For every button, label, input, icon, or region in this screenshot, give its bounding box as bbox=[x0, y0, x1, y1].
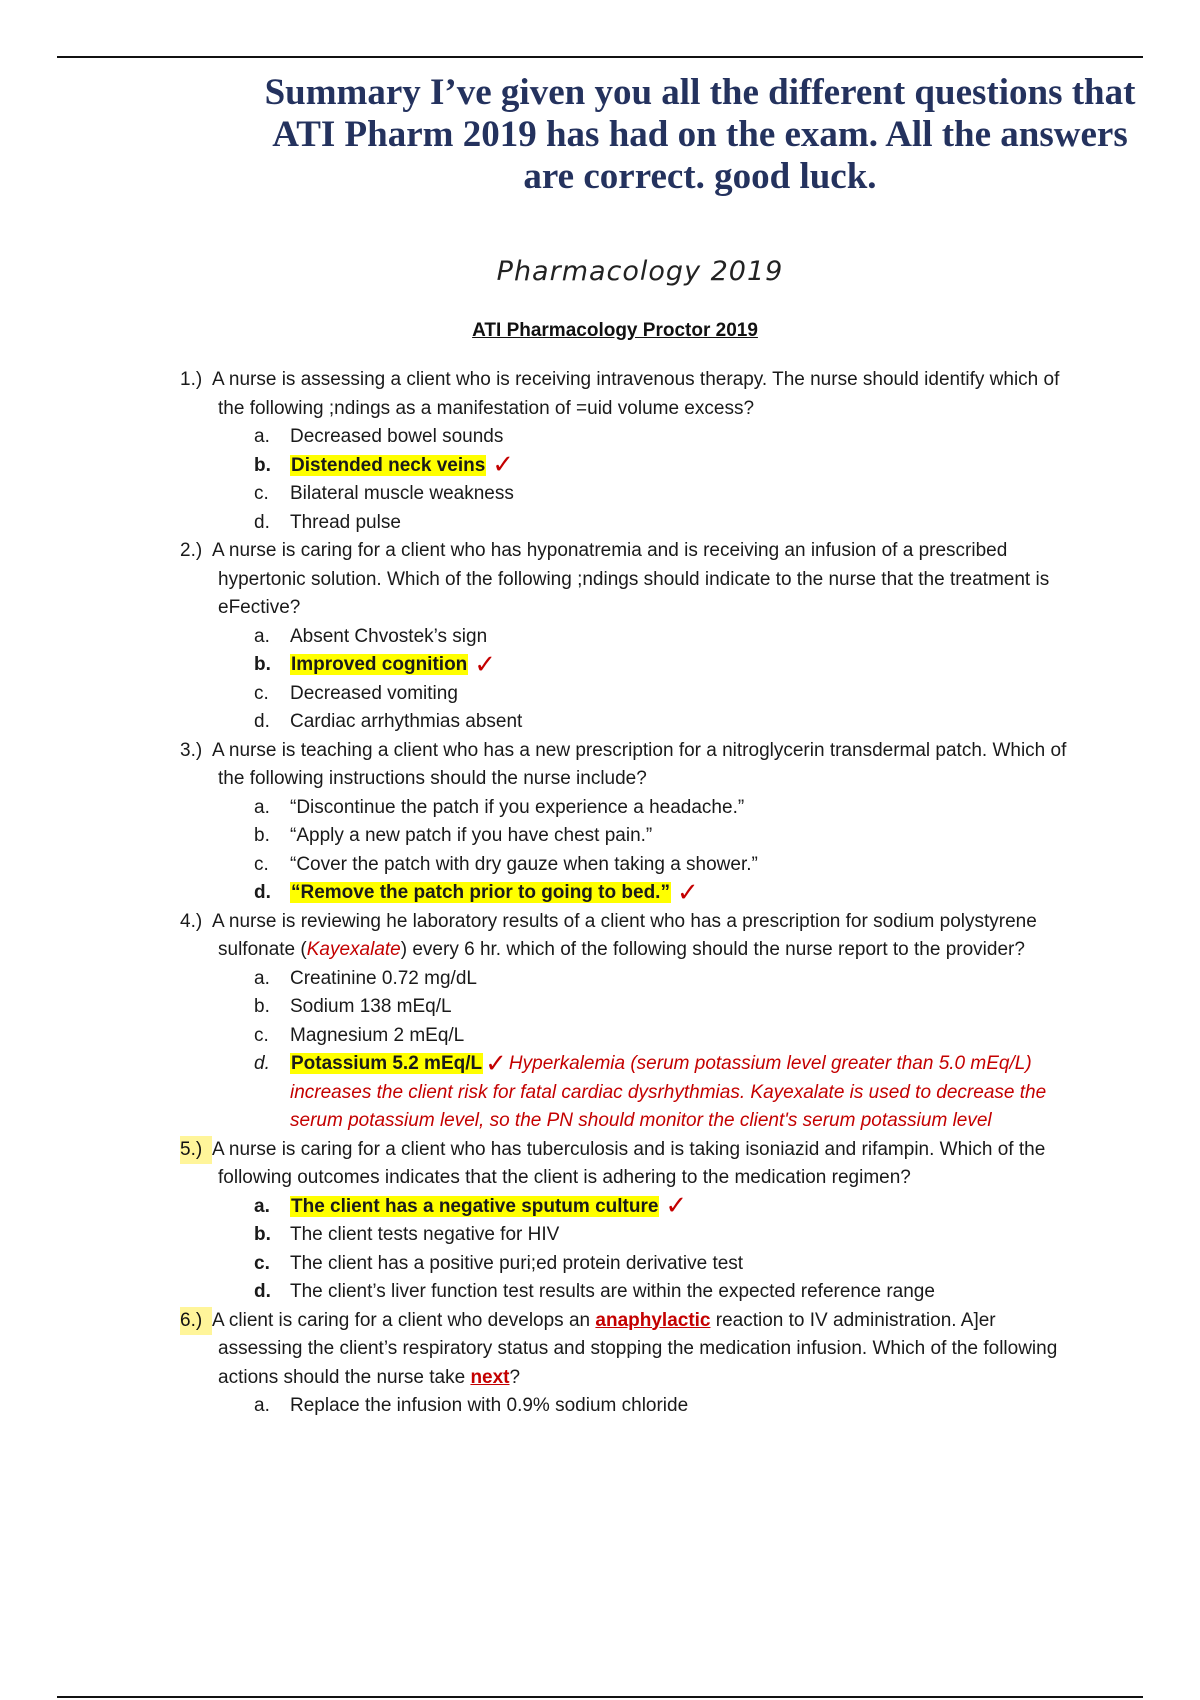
question-5 bbox=[180, 1136, 1080, 1307]
option-text: The client’s liver function test results are within the expected reference range bbox=[290, 1281, 935, 1302]
option-text: Sodium 138 mEq/L bbox=[290, 996, 452, 1017]
option-letter: d. bbox=[254, 1053, 270, 1074]
question-number: 2.) bbox=[180, 540, 203, 561]
question-number: 5.) bbox=[180, 1136, 212, 1165]
question-1 bbox=[180, 366, 1080, 537]
question-4 bbox=[180, 908, 1080, 1136]
question-text bbox=[180, 1307, 1080, 1393]
option-text: “Discontinue the patch if you experience a headache.” bbox=[290, 796, 745, 818]
question-text bbox=[180, 908, 1080, 965]
option-letter: c. bbox=[254, 682, 269, 704]
subtitle-wrap bbox=[0, 256, 1200, 287]
option-text: “Cover the patch with dry gauze when taking a shower.” bbox=[290, 853, 758, 875]
options bbox=[254, 965, 1080, 1136]
question-body-end: ) every 6 hr. which of the following should the nurse report to the provider? bbox=[400, 939, 1025, 960]
question-body: A client is caring for a client who develops an bbox=[212, 1309, 596, 1331]
question-text bbox=[180, 737, 1080, 794]
option-letter: a. bbox=[254, 796, 270, 818]
question-number: 4.) bbox=[180, 910, 203, 932]
question-number: 1.) bbox=[180, 369, 203, 390]
option-text: Magnesium 2 mEq/L bbox=[290, 1024, 465, 1046]
checkmark-icon: ✓ bbox=[676, 877, 699, 908]
question-number: 6.) bbox=[180, 1307, 212, 1336]
option bbox=[254, 851, 1080, 880]
option bbox=[254, 1250, 1080, 1279]
option bbox=[254, 993, 1080, 1022]
option-letter: a. bbox=[254, 426, 270, 447]
question-body: A nurse is caring for a client who has tuberculosis and is taking isoniazid and rifampin. Which of the following outcomes indicates that the client is adhering to the medication regimen? bbox=[212, 1138, 1046, 1188]
option-letter: a. bbox=[254, 1195, 270, 1217]
option bbox=[254, 822, 1080, 851]
option-text: Bilateral muscle weakness bbox=[290, 483, 514, 504]
drug-name: Kayexalate bbox=[306, 939, 401, 960]
checkmark-icon: ✓ bbox=[485, 1048, 507, 1079]
option-letter: b. bbox=[254, 1224, 271, 1245]
option-letter: a. bbox=[254, 1395, 270, 1416]
heading-wrap bbox=[0, 320, 1200, 342]
rationale-text: Hyperkalemia (serum potassium level greater than 5.0 mEq/L) bbox=[508, 1053, 1032, 1074]
options bbox=[254, 623, 1080, 737]
option-text: “Apply a new patch if you have chest pain.” bbox=[290, 825, 653, 846]
bottom-rule bbox=[57, 1696, 1143, 1698]
option bbox=[254, 423, 1080, 452]
option bbox=[254, 1221, 1080, 1250]
option-text: The client has a positive puri;ed protein derivative test bbox=[290, 1252, 744, 1274]
page-subtitle: Pharmacology 2019 bbox=[496, 256, 784, 287]
options bbox=[254, 1392, 1080, 1421]
question-body: A nurse is assessing a client who is receiving intravenous therapy. The nurse should identify which of the following ;ndings as a manifestation of =uid volume excess? bbox=[212, 369, 1060, 419]
question-text bbox=[180, 537, 1080, 623]
option-letter: a. bbox=[254, 625, 270, 647]
checkmark-icon: ✓ bbox=[474, 649, 497, 680]
option-letter: b. bbox=[254, 654, 271, 675]
summary-title: Summary I’ve given you all the different questions that ATI Pharm 2019 has had on the exam. All the answers are correct. good luck. bbox=[264, 72, 1136, 197]
option bbox=[254, 1022, 1080, 1051]
option-text: Thread pulse bbox=[290, 511, 401, 533]
correct-option bbox=[254, 1193, 1080, 1222]
rationale-continued: increases the client risk for fatal cardiac dysrhythmias. Kayexalate is used to decrease the serum potassium level, so the PN should monitor the client's serum potassium level bbox=[290, 1081, 1047, 1131]
option-letter: c. bbox=[254, 853, 269, 875]
question-6 bbox=[180, 1307, 1080, 1421]
option-letter: c. bbox=[254, 1024, 269, 1046]
option-text: Cardiac arrhythmias absent bbox=[290, 711, 523, 732]
correct-option bbox=[254, 1050, 1080, 1079]
option-letter: b. bbox=[254, 996, 270, 1017]
option-text: Decreased vomiting bbox=[290, 682, 458, 704]
question-text bbox=[180, 366, 1080, 423]
option-letter: b. bbox=[254, 454, 271, 476]
options bbox=[254, 1193, 1080, 1307]
option-letter: d. bbox=[254, 882, 271, 903]
option bbox=[254, 1278, 1080, 1307]
option-letter: b. bbox=[254, 825, 270, 846]
correct-answer-text: Improved cognition bbox=[291, 654, 468, 675]
checkmark-icon: ✓ bbox=[665, 1191, 688, 1222]
question-body-end: ? bbox=[509, 1366, 521, 1388]
checkmark-icon: ✓ bbox=[492, 450, 515, 481]
option-text: Absent Chvostek’s sign bbox=[290, 625, 488, 647]
option-letter: d. bbox=[254, 1281, 271, 1302]
correct-answer-text: Distended neck veins bbox=[291, 454, 486, 476]
question-2 bbox=[180, 537, 1080, 737]
question-list bbox=[180, 366, 1080, 1421]
option-text: Replace the infusion with 0.9% sodium chloride bbox=[290, 1395, 689, 1416]
question-text bbox=[180, 1136, 1080, 1193]
option-letter: c. bbox=[254, 1252, 270, 1274]
option-text: The client tests negative for HIV bbox=[290, 1224, 560, 1245]
option-letter: a. bbox=[254, 967, 270, 989]
correct-answer-text: The client has a negative sputum culture bbox=[291, 1195, 659, 1217]
correct-answer-text: “Remove the patch prior to going to bed.” bbox=[291, 882, 670, 903]
options bbox=[254, 794, 1080, 908]
correct-option bbox=[254, 651, 1080, 680]
correct-option bbox=[254, 879, 1080, 908]
section-heading: ATI Pharmacology Proctor 2019 bbox=[472, 320, 758, 341]
option bbox=[254, 1392, 1080, 1421]
question-3 bbox=[180, 737, 1080, 908]
emphasis-word: anaphylactic bbox=[595, 1309, 711, 1331]
option bbox=[254, 965, 1080, 994]
option-text: Decreased bowel sounds bbox=[290, 426, 504, 447]
option bbox=[254, 708, 1080, 737]
question-body-mid: reaction to IV administration. A]er assessing the client’s respiratory status and stopping the medication infusion. Which of the following actions should the nurse take bbox=[218, 1309, 1058, 1388]
option bbox=[254, 794, 1080, 823]
correct-answer-text: Potassium 5.2 mEq/L bbox=[291, 1053, 483, 1074]
option bbox=[254, 509, 1080, 538]
question-number: 3.) bbox=[180, 739, 203, 761]
option bbox=[254, 480, 1080, 509]
top-rule bbox=[57, 56, 1143, 58]
option-letter: d. bbox=[254, 511, 270, 533]
question-body: A nurse is reviewing he laboratory results of a client who has a prescription for sodium polystyrene sulfonate ( bbox=[212, 910, 1037, 960]
option-letter: c. bbox=[254, 483, 269, 504]
question-body: A nurse is caring for a client who has hyponatremia and is receiving an infusion of a prescribed hypertonic solution. Which of the following ;ndings should indicate to the nurse that the treatment is eFective? bbox=[212, 540, 1050, 618]
correct-option bbox=[254, 452, 1080, 481]
option-text: Creatinine 0.72 mg/dL bbox=[290, 967, 477, 989]
option bbox=[254, 680, 1080, 709]
emphasis-word: next bbox=[470, 1366, 510, 1388]
option-letter: d. bbox=[254, 711, 270, 732]
question-body: A nurse is teaching a client who has a new prescription for a nitroglycerin transdermal patch. Which of the following instructions should the nurse include? bbox=[212, 739, 1067, 789]
options bbox=[254, 423, 1080, 537]
option bbox=[254, 623, 1080, 652]
